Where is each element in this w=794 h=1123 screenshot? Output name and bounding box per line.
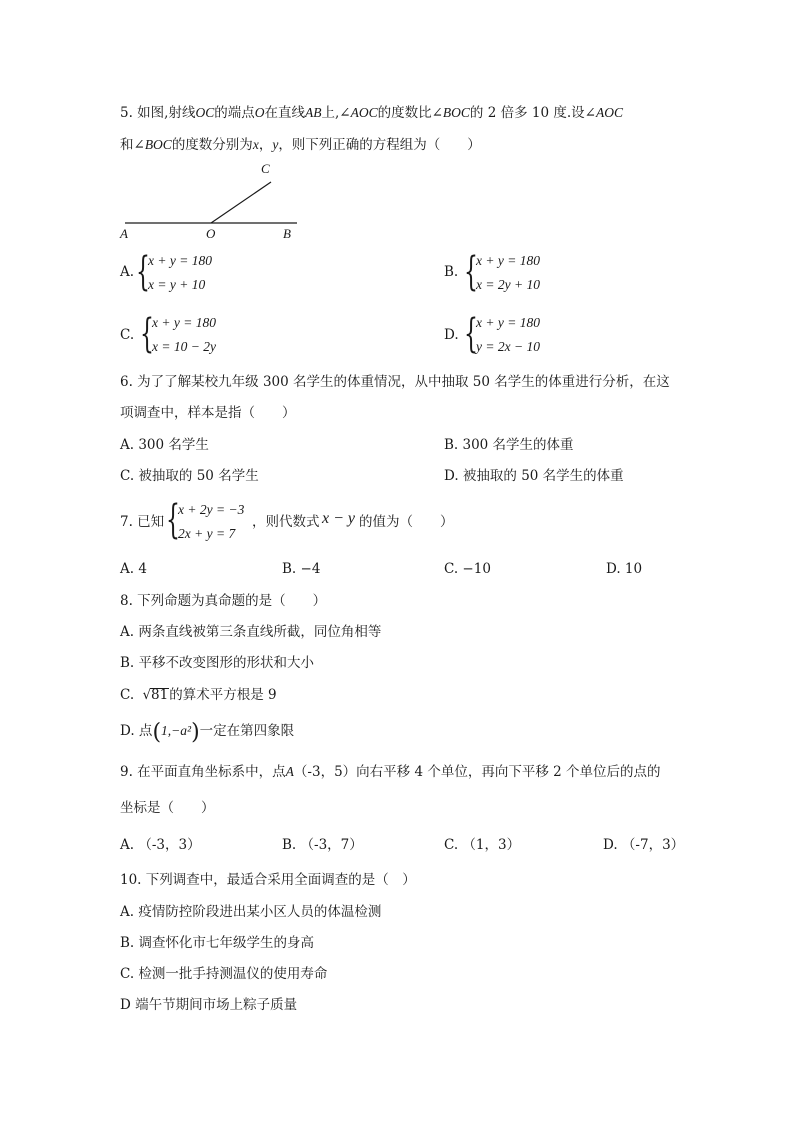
- q5-var: x: [252, 137, 259, 152]
- q7-expression: x − y: [322, 510, 355, 527]
- q8-option-c[interactable]: [120, 688, 277, 703]
- option-label: C.: [120, 327, 135, 343]
- point-label-b: B: [283, 226, 291, 241]
- q7-option-c[interactable]: C. −10: [444, 561, 491, 577]
- option-text: 的算术平方根是 9: [169, 687, 277, 703]
- q6-option-d[interactable]: D. 被抽取的 50 名学生的体重: [444, 468, 624, 484]
- brace: {: [166, 497, 180, 543]
- equation: x + y = 180: [148, 253, 212, 268]
- q9-line-1: [120, 765, 661, 780]
- q5-text: 的端点: [214, 105, 255, 121]
- equation: y = 2x − 10: [476, 339, 540, 354]
- q9-text: （-3，5）向右平移 4 个单位，再向下平移 2 个单位后的点的: [293, 764, 661, 780]
- option-label: A.: [120, 264, 135, 280]
- point-label-a: A: [120, 226, 128, 241]
- q5-text: 上,∠: [321, 105, 351, 121]
- q9-option-d[interactable]: D. （-7，3）: [603, 837, 685, 853]
- q6-line-2: 项调查中，样本是指（ ）: [120, 405, 296, 421]
- q9-option-a[interactable]: A. （-3，3）: [120, 837, 201, 853]
- q7-prefix: 7. 已知: [120, 514, 165, 530]
- q9-option-b[interactable]: B. （-3，7）: [282, 837, 363, 853]
- q5-text: 5. 如图,射线: [120, 105, 196, 121]
- q9-var: A: [285, 764, 294, 779]
- option-label: B.: [444, 264, 459, 280]
- q7-option-b[interactable]: B. −4: [282, 561, 321, 577]
- brace: {: [140, 311, 154, 357]
- radicand: 81: [151, 687, 169, 703]
- option-label: C.: [120, 687, 135, 703]
- q5-text: ，则下列正确的方程组为（ ）: [278, 137, 481, 153]
- right-paren: ): [191, 720, 200, 745]
- q5-var: O: [254, 105, 265, 120]
- q7-suffix: 的值为（ ）: [359, 514, 454, 530]
- q8-option-b[interactable]: B. 平移不改变图形的形状和大小: [120, 655, 315, 671]
- ray-oc: [211, 182, 271, 223]
- equation: x = 10 − 2y: [152, 339, 216, 354]
- q8-title: 8. 下列命题为真命题的是（ ）: [120, 593, 327, 609]
- q5-text: 的度数分别为: [171, 137, 253, 153]
- q7-equation-2: 2x + y = 7: [178, 526, 236, 541]
- equation: x = y + 10: [148, 277, 206, 292]
- option-text: 一定在第四象限: [199, 723, 295, 739]
- radical-sign: √: [142, 687, 152, 703]
- q5-var: y: [272, 137, 279, 152]
- option-label: D.: [444, 327, 459, 343]
- q7-option-d[interactable]: D. 10: [606, 561, 643, 577]
- q5-text: 的度数比∠: [377, 105, 443, 121]
- q10-title: 10. 下列调查中，最适合采用全面调查的是（ ）: [120, 872, 416, 888]
- point-label-c: C: [261, 161, 270, 176]
- q5-var: OC: [195, 105, 215, 120]
- brace: {: [136, 249, 150, 295]
- option-label: D. 点: [120, 723, 153, 739]
- equation: x + y = 180: [476, 253, 540, 268]
- brace: {: [464, 249, 478, 295]
- q7-option-a[interactable]: A. 4: [120, 561, 147, 577]
- q9-text: 9. 在平面直角坐标系中，点: [120, 764, 286, 780]
- brace: {: [464, 311, 478, 357]
- point-label-o: O: [206, 226, 216, 241]
- q6-line-1: 6. 为了了解某校九年级 300 名学生的体重情况，从中抽取 50 名学生的体重进行分析，在这: [120, 374, 670, 390]
- q6-option-a[interactable]: A. 300 名学生: [120, 437, 209, 453]
- q9-option-c[interactable]: C. （1，3）: [444, 837, 521, 853]
- q5-var: BOC: [442, 105, 470, 120]
- equation: x = 2y + 10: [476, 277, 540, 292]
- q8-option-a[interactable]: A. 两条直线被第三条直线所截，同位角相等: [120, 624, 382, 640]
- q5-var: BOC: [144, 137, 172, 152]
- q10-option-c[interactable]: C. 检测一批手持测温仪的使用寿命: [120, 966, 328, 982]
- q5-var: AOC: [595, 105, 623, 120]
- q10-option-b[interactable]: B. 调查怀化市七年级学生的身高: [120, 935, 315, 951]
- q5-text: 的 2 倍多 10 度.设∠: [469, 105, 596, 121]
- q8-option-d[interactable]: [120, 722, 294, 744]
- q5-text: ，: [258, 137, 273, 153]
- q5-line-2: [120, 138, 481, 153]
- q5-text: 和∠: [120, 137, 145, 153]
- q5-var: AOC: [350, 105, 378, 120]
- q5-text: 在直线: [264, 105, 305, 121]
- q7-mid: ，则代数式: [252, 514, 320, 530]
- equation: x + y = 180: [152, 315, 216, 330]
- left-paren: (: [152, 720, 162, 745]
- equation: x + y = 180: [476, 315, 540, 330]
- q7-equation-1: x + 2y = −3: [178, 502, 245, 517]
- point-coordinates: 1,−a²: [161, 723, 192, 738]
- q10-option-d[interactable]: D 端午节期间市场上粽子质量: [120, 997, 298, 1013]
- q6-option-b[interactable]: B. 300 名学生的体重: [444, 437, 574, 453]
- q5-var: AB: [304, 105, 322, 120]
- q10-option-a[interactable]: A. 疫情防控阶段进出某小区人员的体温检测: [120, 904, 382, 920]
- q5-line-1: [120, 106, 623, 121]
- q9-line-2: 坐标是（ ）: [120, 800, 215, 816]
- q6-option-c[interactable]: C. 被抽取的 50 名学生: [120, 468, 259, 484]
